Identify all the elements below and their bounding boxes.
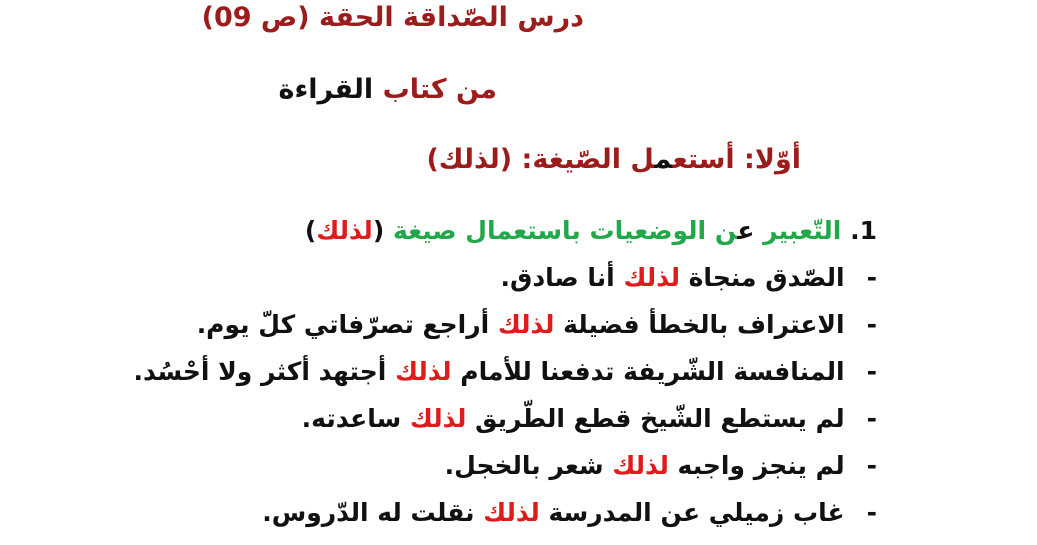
list-item-keyword: لذلك <box>612 451 669 480</box>
list-item-text: الصّدق منجاة <box>679 263 845 292</box>
book-source-name: القراءة <box>278 74 374 105</box>
list-item-text: أنا صادق. <box>500 263 624 292</box>
instruction-open-paren: ( <box>372 216 393 245</box>
list-item-text: نقلت له الدّروس. <box>262 498 484 527</box>
list-item-text: لم يستطع الشّيخ قطع الطّريق <box>466 404 845 433</box>
list-item-keyword: لذلك <box>497 310 555 339</box>
list-item-text: أجتهد أكثر ولا أحْسُد. <box>133 357 396 386</box>
list-item <box>197 310 877 340</box>
bullet-dash: - <box>866 404 877 433</box>
list-item-keyword: لذلك <box>409 404 467 433</box>
section-heading-part1: أوّلا: أستع <box>672 144 801 175</box>
list-item <box>500 263 877 293</box>
instruction-text-b: ع <box>737 216 755 245</box>
instruction-item <box>305 216 877 246</box>
instruction-text-a: التّعبير <box>763 216 842 245</box>
lesson-title <box>202 2 584 34</box>
list-item-text: لم ينجز واجبه <box>668 451 845 480</box>
list-item-text: الاعتراف بالخطأ فضيلة <box>554 310 845 339</box>
instruction-text-c: ن الوضعيات باستعمال صيغة <box>392 216 738 245</box>
bullet-dash: - <box>866 451 877 480</box>
section-heading-part2: م <box>654 144 673 175</box>
list-item-text: غاب زميلي عن المدرسة <box>539 498 845 527</box>
list-item-keyword: لذلك <box>483 498 540 527</box>
list-item <box>302 404 877 434</box>
lesson-title-text: درس الصّداقة الحقة (ص 09) <box>201 2 584 33</box>
list-item-keyword: لذلك <box>395 357 452 386</box>
bullet-dash: - <box>866 498 877 527</box>
section-heading <box>426 144 801 176</box>
list-item-keyword: لذلك <box>623 263 680 292</box>
list-item-text: المنافسة الشّريفة تدفعنا للأمام <box>451 357 845 386</box>
list-item-text: شعر بالخجل. <box>444 451 613 480</box>
bullet-dash: - <box>866 357 877 386</box>
book-source-prefix: من كتاب <box>382 74 497 105</box>
book-source <box>279 74 497 106</box>
list-item <box>262 498 877 528</box>
instruction-close-paren: ) <box>304 216 317 245</box>
list-item-text: ساعدته. <box>301 404 410 433</box>
bullet-dash: - <box>866 263 877 292</box>
list-item <box>134 357 877 387</box>
list-item-text: أراجع تصرّفاتي كلّ يوم. <box>196 310 498 339</box>
instruction-keyword: لذلك <box>316 216 373 245</box>
list-item <box>445 451 877 481</box>
bullet-dash: - <box>866 310 877 339</box>
section-heading-part3: ل الصّيغة: (لذلك) <box>426 144 655 175</box>
instruction-number: 1. <box>850 216 877 245</box>
